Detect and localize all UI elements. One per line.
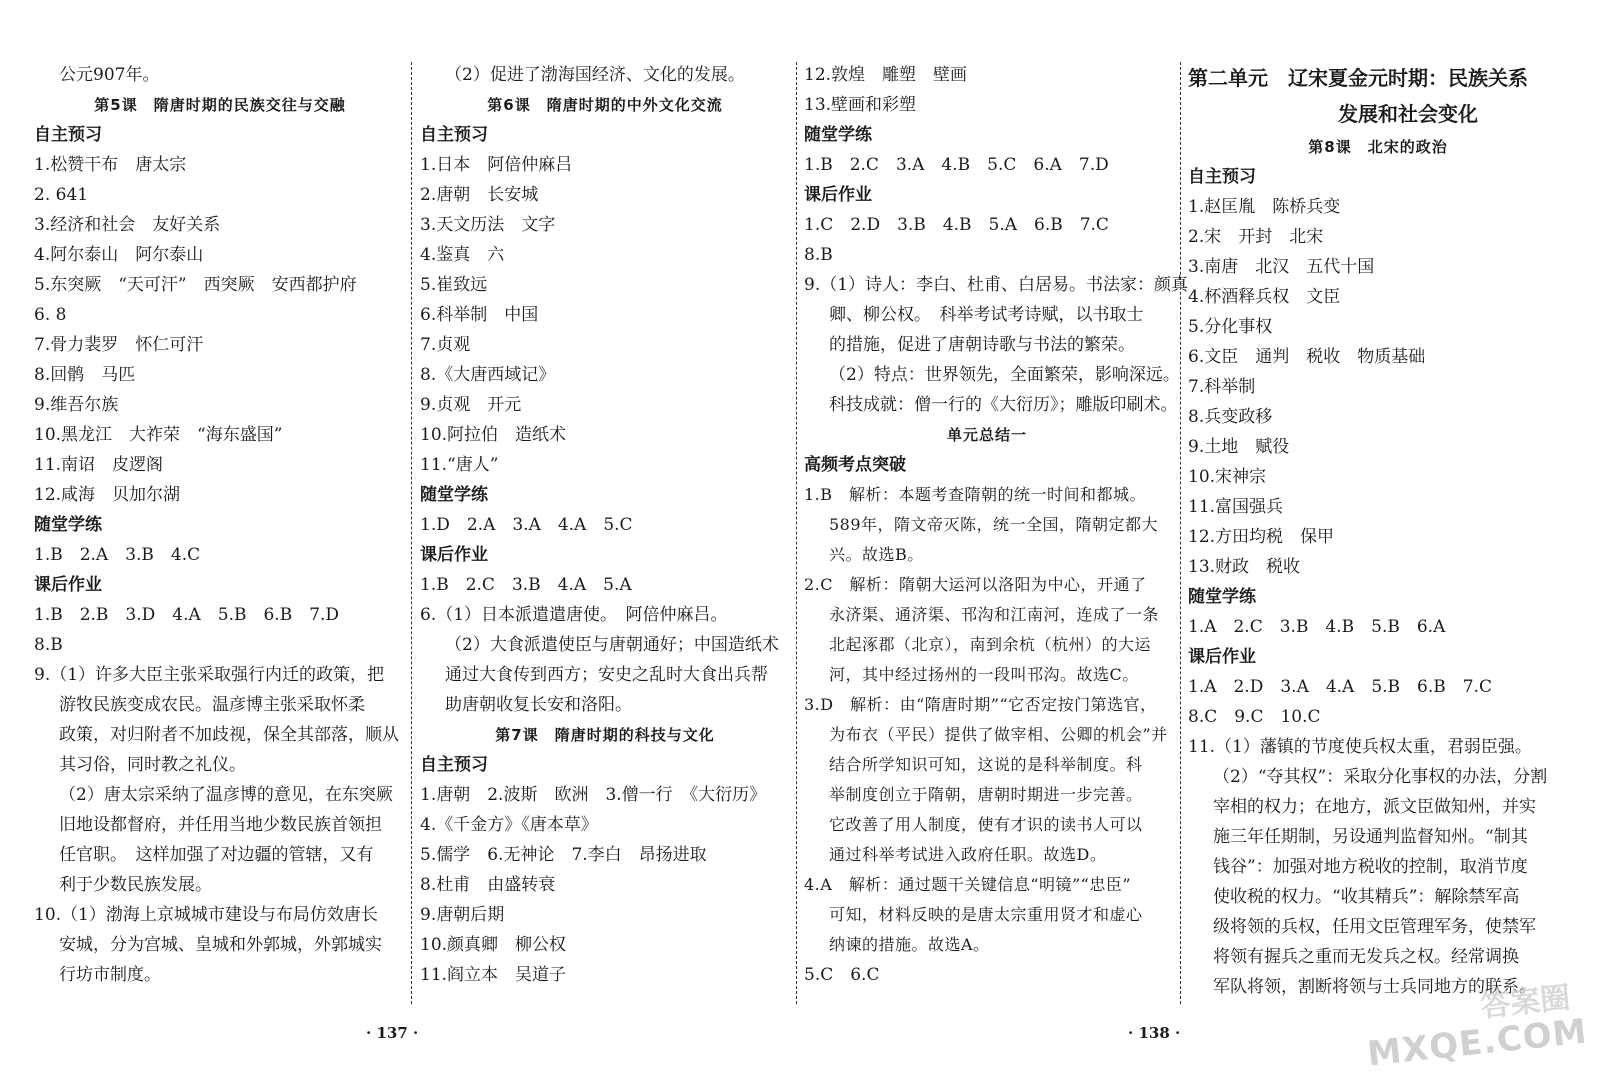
section-heading: 高频考点突破 (804, 455, 906, 475)
section-heading: 随堂学练 (34, 515, 102, 535)
unit-title: 第二单元 辽宋夏金元时期：民族关系 (1188, 66, 1528, 90)
answer-line: 4.鉴真 六 (420, 245, 505, 265)
answer-line: 8.B (804, 245, 833, 265)
unit-title-line2: 发展和社会变化 (1338, 102, 1478, 126)
answer-line: 施三年任期制，另设通判监督知州。“制其 (1213, 827, 1528, 847)
answer-line: 6.科举制 中国 (420, 305, 539, 325)
answer-line: 2.C 解析：隋朝大运河以洛阳为中心，开通了 (804, 575, 1147, 594)
answer-line: 8.B (34, 635, 63, 655)
answer-line: 结合所学知识可知，这说的是科举制度。科 (829, 755, 1143, 774)
answer-line: 8.《大唐西域记》 (420, 365, 556, 385)
answer-line: 钱谷”：加强对地方税收的控制，取消节度 (1213, 857, 1528, 877)
answer-line: 10.宋神宗 (1188, 467, 1267, 487)
page-number-left: · 137 · (366, 1024, 419, 1042)
lesson-title: 第5课 隋唐时期的民族交往与交融 (94, 96, 346, 114)
answer-line: 1.A 2.D 3.A 4.A 5.B 6.B 7.C (1188, 677, 1492, 697)
column-1 (34, 60, 406, 990)
page-number-right: · 138 · (1128, 1024, 1181, 1042)
answer-line: 2.宋 开封 北宋 (1188, 227, 1324, 247)
answer-line: 的措施，促进了唐朝诗歌与书法的繁荣。 (829, 335, 1135, 355)
answer-line: 纳谏的措施。故选A。 (829, 935, 990, 954)
answer-line: （2）“夺其权”：采取分化事权的办法，分割 (1213, 767, 1548, 787)
answer-line: （2）促进了渤海国经济、文化的发展。 (445, 65, 745, 85)
column-3 (804, 60, 1189, 990)
section-heading: 课后作业 (804, 185, 872, 205)
answer-line: 2.唐朝 长安城 (420, 185, 539, 205)
answer-line: 3.D 解析：由“隋唐时期”“它否定按门第选官， (804, 695, 1157, 714)
answer-line: 10.（1）渤海上京城城市建设与布局仿效唐长 (34, 905, 378, 925)
answer-line: 8.兵变政移 (1188, 407, 1273, 427)
section-heading: 课后作业 (34, 575, 102, 595)
answer-line: 1.B 2.A 3.B 4.C (34, 545, 201, 565)
answer-line: （2）唐太宗采纳了温彦博的意见，在东突厥 (59, 785, 393, 805)
section-heading: 课后作业 (420, 545, 488, 565)
answer-line: 1.A 2.C 3.B 4.B 5.B 6.A (1188, 617, 1446, 637)
answer-line: 9.维吾尔族 (34, 395, 119, 415)
answer-line: 5.儒学 6.无神论 7.李白 昂扬进取 (420, 845, 707, 865)
answer-line: 1.C 2.D 3.B 4.B 5.A 6.B 7.C (804, 215, 1109, 235)
answer-line: 卿、柳公权。 科举考试考诗赋，以书取士 (829, 305, 1144, 325)
answer-line: 4.《千金方》《唐本草》 (420, 815, 598, 835)
answer-line: 6. 8 (34, 305, 67, 325)
answer-line: 9.贞观 开元 (420, 395, 522, 415)
answer-line: 北起涿郡（北京），南到余杭（杭州）的大运 (829, 635, 1152, 654)
answer-line: 9.（1）许多大臣主张采取强行内迁的政策，把 (34, 665, 385, 685)
column-2 (420, 60, 790, 990)
answer-line: 助唐朝收复长安和洛阳。 (445, 695, 632, 715)
answer-line: 11.富国强兵 (1188, 497, 1284, 517)
answer-line: 公元907年。 (59, 65, 160, 85)
answer-line: 将领有握兵之重而无发兵之权。经常调换 (1213, 947, 1519, 967)
answer-line: 9.唐朝后期 (420, 905, 505, 925)
answer-line: 8.杜甫 由盛转衰 (420, 875, 556, 895)
answer-line: 6.（1）日本派遣遣唐使。 阿倍仲麻吕。 (420, 605, 728, 625)
answer-line: 1.松赞干布 唐太宗 (34, 155, 187, 175)
answer-line: 8.C 9.C 10.C (1188, 707, 1321, 727)
answer-line: 8.回鹘 马匹 (34, 365, 136, 385)
column-divider (796, 62, 797, 1004)
answer-line: 通过大食传到西方；安史之乱时大食出兵帮 (445, 665, 768, 685)
lesson-title: 第6课 隋唐时期的中外文化交流 (487, 96, 723, 114)
answer-line: 科技成就：僧一行的《大衍历》；雕版印刷术。 (829, 395, 1178, 415)
answer-line: 游牧民族变成农民。温彦博主张采取怀柔 (59, 695, 365, 715)
answer-line: 5.崔致远 (420, 275, 488, 295)
section-heading: 随堂学练 (804, 125, 872, 145)
answer-line: 4.阿尔泰山 阿尔泰山 (34, 245, 204, 265)
answer-line: 3.天文历法 文字 (420, 215, 556, 235)
answer-line: 1.赵匡胤 陈桥兵变 (1188, 197, 1341, 217)
answer-line: 4.杯酒释兵权 文臣 (1188, 287, 1341, 307)
answer-line: 宰相的权力；在地方，派文臣做知州，并实 (1213, 797, 1536, 817)
lesson-title: 第8课 北宋的政治 (1308, 138, 1448, 156)
answer-line: 使收税的权力。“收其精兵”：解除禁军高 (1213, 887, 1520, 907)
answer-line: 7.骨力裴罗 怀仁可汗 (34, 335, 204, 355)
answer-line: 河，其中经过扬州的一段叫邗沟。故选C。 (829, 665, 1139, 684)
section-heading: 自主预习 (420, 125, 488, 145)
answer-line: 5.分化事权 (1188, 317, 1273, 337)
answer-line: 举制度创立于隋朝，唐朝时期进一步完善。 (829, 785, 1143, 804)
answer-line: 级将领的兵权，任用文臣管理军务，使禁军 (1213, 917, 1536, 937)
answer-line: 安城，分为宫城、皇城和外郭城，外郭城实 (59, 935, 382, 955)
answer-line: 1.B 2.C 3.A 4.B 5.C 6.A 7.D (804, 155, 1109, 175)
answer-line: 旧地设都督府，并任用当地少数民族首领担 (59, 815, 382, 835)
answer-line: 行坊市制度。 (59, 965, 161, 985)
watermark-logo: 答案圈 (1478, 980, 1572, 1025)
section-heading: 自主预习 (1188, 167, 1256, 187)
answer-line: 10.阿拉伯 造纸术 (420, 425, 567, 445)
answer-line: 5.C 6.C (804, 965, 880, 985)
answer-line: （2）特点：世界领先，全面繁荣，影响深远。 (829, 365, 1180, 385)
answer-line: 13.财政 税收 (1188, 557, 1301, 577)
answer-line: 政策，对归附者不加歧视，保全其部落，顺从 (59, 725, 399, 745)
answer-line: 10.颜真卿 柳公权 (420, 935, 567, 955)
answer-line: 1.日本 阿倍仲麻吕 (420, 155, 573, 175)
answer-line: 7.科举制 (1188, 377, 1256, 397)
watermark-text: MXQE.COM (1365, 1011, 1590, 1074)
answer-line: 永济渠、通济渠、邗沟和江南河，连成了一条 (829, 605, 1160, 624)
column-divider (411, 62, 412, 1004)
answer-line: 通过科举考试进入政府任职。故选D。 (829, 845, 1107, 864)
answer-line: 可知，材料反映的是唐太宗重用贤才和虚心 (829, 905, 1143, 924)
answer-line: 任官职。 这样加强了对边疆的管辖，又有 (59, 845, 374, 865)
answer-line: 3.南唐 北汉 五代十国 (1188, 257, 1375, 277)
answer-line: 9.（1）诗人：李白、杜甫、白居易。书法家：颜真 (804, 275, 1189, 295)
section-heading: 随堂学练 (1188, 587, 1256, 607)
answer-line: 1.B 解析：本题考查隋朝的统一时间和都城。 (804, 485, 1147, 504)
answer-line: 7.贞观 (420, 335, 471, 355)
lesson-title: 第7课 隋唐时期的科技与文化 (495, 726, 715, 744)
answer-line: 3.经济和社会 友好关系 (34, 215, 221, 235)
answer-line: 军队将领，割断将领与士兵同地方的联系。 (1213, 977, 1536, 997)
answer-line: 11.阎立本 吴道子 (420, 965, 567, 985)
section-heading: 自主预习 (34, 125, 102, 145)
answer-line: 1.B 2.C 3.B 4.A 5.A (420, 575, 632, 595)
answer-line: 其习俗，同时教之礼仪。 (59, 755, 246, 775)
answer-line: 为布衣（平民）提供了做宰相、公卿的机会”并 (829, 725, 1168, 744)
answer-line: （2）大食派遣使臣与唐朝通好；中国造纸术 (445, 635, 779, 655)
answer-line: 它改善了用人制度，使有才识的读书人可以 (829, 815, 1143, 834)
answer-line: 1.D 2.A 3.A 4.A 5.C (420, 515, 633, 535)
answer-line: 12.方田均税 保甲 (1188, 527, 1335, 547)
column-4 (1188, 60, 1568, 1002)
section-heading: 课后作业 (1188, 647, 1256, 667)
answer-line: 1.B 2.B 3.D 4.A 5.B 6.B 7.D (34, 605, 340, 625)
answer-line: 10.黑龙江 大祚荣 “海东盛国” (34, 425, 283, 445)
answer-line: 12.敦煌 雕塑 壁画 (804, 65, 968, 85)
lesson-title: 单元总结一 (946, 426, 1027, 444)
answer-line: 589年，隋文帝灭陈，统一全国，隋朝定都大 (829, 515, 1159, 534)
answer-line: 11.南诏 皮逻阁 (34, 455, 164, 475)
answer-line: 6.文臣 通判 税收 物质基础 (1188, 347, 1426, 367)
answer-line: 利于少数民族发展。 (59, 875, 212, 895)
answer-line: 9.土地 赋役 (1188, 437, 1290, 457)
answer-line: 11.（1）藩镇的节度使兵权太重，君弱臣强。 (1188, 737, 1532, 757)
answer-line: 兴。故选B。 (829, 545, 924, 564)
answer-line: 13.壁画和彩塑 (804, 95, 917, 115)
answer-line: 12.咸海 贝加尔湖 (34, 485, 181, 505)
answer-line: 11.“唐人” (420, 455, 499, 475)
answer-line: 1.唐朝 2.波斯 欧洲 3.僧一行 《大衍历》 (420, 785, 767, 805)
answer-line: 2. 641 (34, 185, 89, 205)
answer-line: 4.A 解析：通过题干关键信息“明镜”“忠臣” (804, 875, 1132, 894)
answer-line: 5.东突厥 “天可汗” 西突厥 安西都护府 (34, 275, 357, 295)
column-divider (1180, 62, 1181, 1004)
section-heading: 自主预习 (420, 755, 488, 775)
section-heading: 随堂学练 (420, 485, 488, 505)
